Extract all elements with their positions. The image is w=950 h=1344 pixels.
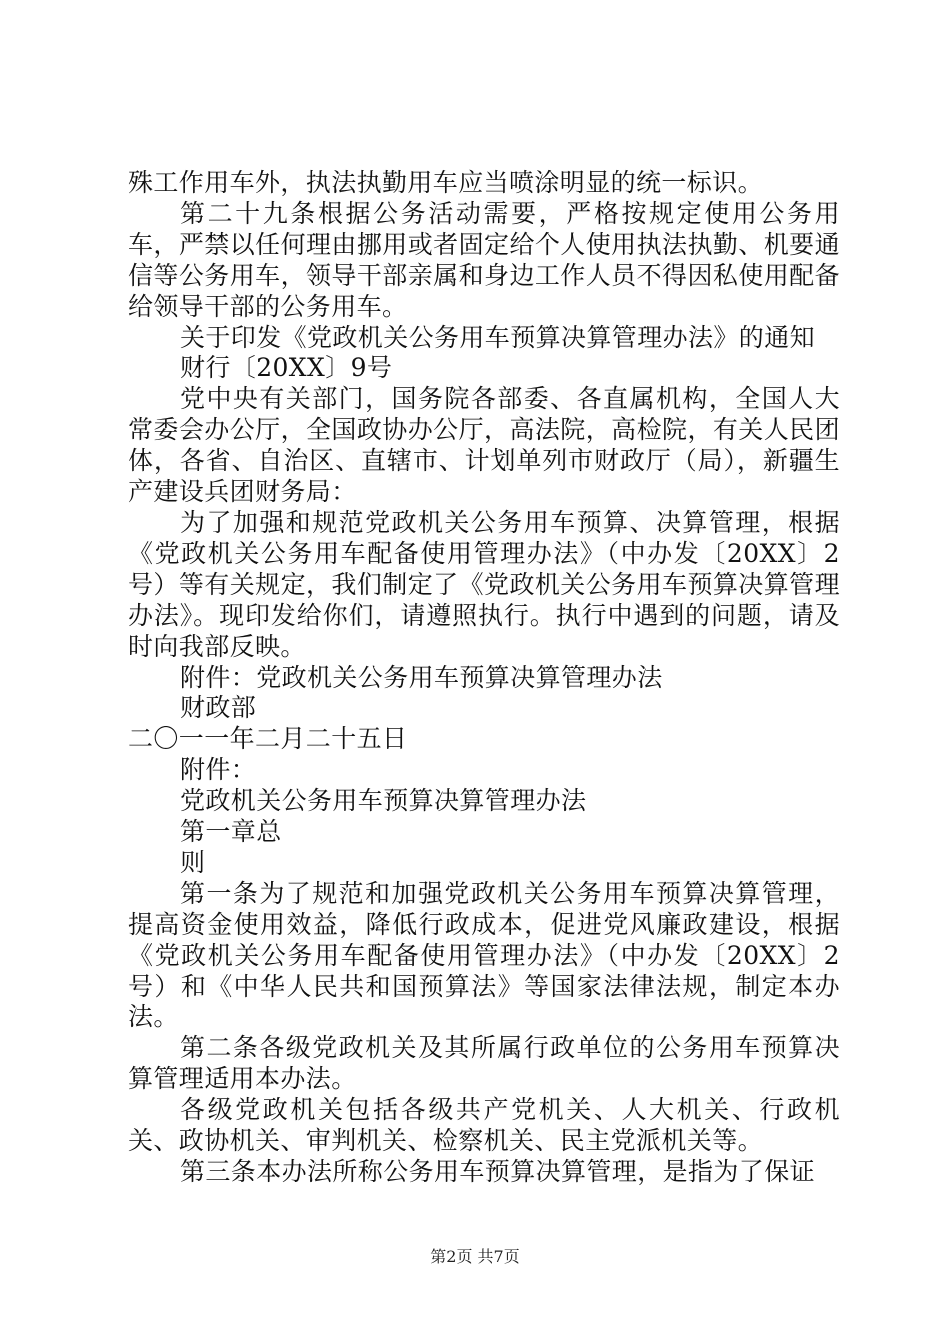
notice-title: 关于印发《党政机关公务用车预算决算管理办法》的通知 (180, 322, 816, 352)
paragraph: 殊工作用车外，执法执勤用车应当喷涂明显的统一标识。 (128, 168, 764, 197)
document-body (128, 168, 840, 1188)
chapter-heading-cont: 则 (180, 847, 206, 877)
article-paragraph: 第二条各级党政机关及其所属行政单位的公务用车预算决算管理适用本办法。 (128, 1033, 840, 1094)
page-number-label: 第2页 共7页 (430, 1247, 520, 1266)
paragraph: 为了加强和规范党政机关公务用车预算、决算管理，根据《党政机关公务用车配备使用管理办法》（中办发〔20XX〕2号）等有关规定，我们制定了《党政机关公务用车预算决算管理办法》。现印发给你们，请遵照执行。执行中遇到的问题，请及时向我部反映。 (128, 507, 840, 661)
attachment-label: 附件： (180, 755, 257, 785)
issue-date: 二〇一一年二月二十五日 (128, 724, 408, 754)
article-paragraph: 第一条为了规范和加强党政机关公务用车预算决算管理，提高资金使用效益，降低行政成本，促进党风廉政建设，根据《党政机关公务用车配备使用管理办法》（中办发〔20XX〕2号）和《中华人民共和国预算法》等国家法律法规，制定本办法。 (128, 878, 840, 1032)
page-footer (0, 1244, 950, 1267)
paragraph: 各级党政机关包括各级共产党机关、人大机关、行政机关、政协机关、审判机关、检察机关、民主党派机关等。 (128, 1095, 840, 1156)
attachment-title: 党政机关公务用车预算决算管理办法 (180, 786, 587, 816)
addressee-paragraph: 党中央有关部门，国务院各部委、各直属机构，全国人大常委会办公厅，全国政协办公厅，高法院，高检院，有关人民团体，各省、自治区、直辖市、计划单列市财政厅（局），新疆生产建设兵团财务局： (128, 384, 840, 507)
chapter-heading: 第一章总 (180, 817, 282, 847)
document-number: 财行〔20XX〕9号 (180, 353, 393, 383)
attachment-line: 附件：党政机关公务用车预算决算管理办法 (180, 662, 663, 692)
issuer-name: 财政部 (180, 693, 257, 723)
article-paragraph: 第三条本办法所称公务用车预算决算管理，是指为了保证 (180, 1157, 816, 1186)
paragraph: 第二十九条根据公务活动需要，严格按规定使用公务用车，严禁以任何理由挪用或者固定给个人使用执法执勤、机要通信等公务用车，领导干部亲属和身边工作人员不得因私使用配备给领导干部的公务用车。 (128, 198, 840, 321)
